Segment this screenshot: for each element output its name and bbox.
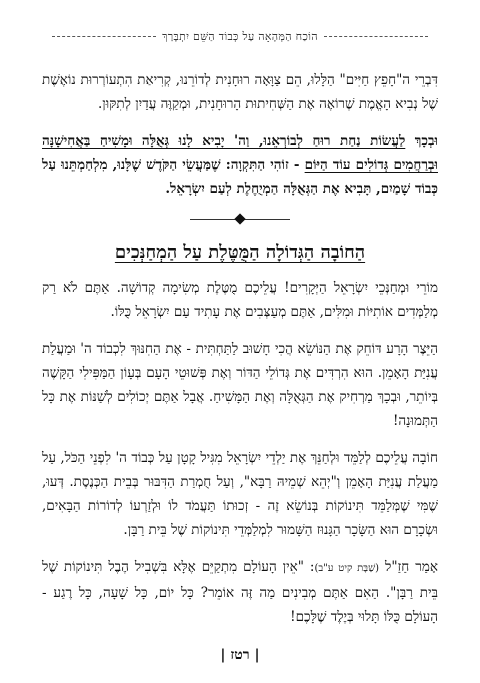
running-title: הוֹכַח הַמְּהָאָה עַל כְּבוֹד הַשֵּׁם יִתְבָּרַךְ <box>162 30 318 43</box>
page-number: | רטז | <box>220 647 260 663</box>
running-header <box>52 30 428 43</box>
quote-lead: אָמַר חַזַ"ל <box>379 559 438 575</box>
page-body <box>42 68 438 642</box>
quote-citation: (שַׁבָּת קיט ע"ב) <box>314 563 380 574</box>
quote-body: : "אֵין הָעוֹלָם מִתְקַיֵּם אֶלָּא בִּשְׁבִיל הֶבֶל תִּינוֹקוֹת שֶׁל בֵּית רַבָּן". הַאִם אַתֶּם מְבִינִים מַה זֶּה אוֹמֵר? כָּל יוֹם, כָּל שָׁעָה, כָּל רֶגַע - הָעוֹלָם כֻּלּוֹ תָּלוּי בְּיֶלֶד שֶׁלָּכֶם! <box>42 559 438 625</box>
diamond-ornament-icon <box>234 213 245 224</box>
paragraph-teachers-address: מוֹרֵי וּמְחַנְּכֵי יִשְׂרָאֵל הַיְּקָרִים! עֲלֵיכֶם מֻטֶּלֶת מְשִׂימָה קְדוֹשָׁה. אַתֶּם לֹא רַק מְלַמְּדִים אוֹתִיּוֹת וּמִלִּים, אַתֶּם מְעַצְּבִים אֶת עָתִיד עַם יִשְׂרָאֵל כֻּלּוֹ. <box>42 280 438 320</box>
paragraph-obligation: חוֹבָה עֲלֵיכֶם לְלַמֵּד וּלְחַנֵּךְ אֶת יַלְדֵי יִשְׂרָאֵל מִגִּיל קָטָן עַל כְּבוֹד ה' לִפְנֵי הַכֹּל, עַל מַעֲלַת עֲנִיַּת הָאָמֵן וְ"יְהֵא שְׁמֵיהּ רַבָּא", וְעַל חֻמְרַת הַדִּבּוּר בְּבֵית הַכְּנֶסֶת. דְּעוּ, שֶׁמִּי שֶׁמְּלַמֵּד תִּינוֹקוֹת בְּנוֹשֵׂא זֶה - זְכוּתוֹ תַּעֲמֹד לוֹ וּלְזַרְעוֹ לְדוֹרוֹת הַבָּאִים, וּשְׂכָרָם הוּא הַשָּׂכָר הַגָּנוּז הַשָּׁמוּר לִמְלַמְּדֵי תִּינוֹקוֹת שֶׁל בֵּית רַבָּן. <box>42 450 438 538</box>
paragraph-redemption-hope <box>42 129 438 201</box>
header-dash-right <box>324 36 428 37</box>
header-dash-left <box>52 36 156 37</box>
section-title: הַחוֹבָה הַגְּדוֹלָה הַמֻּטֶּלֶת עַל הַמְחַנְּכִים <box>114 242 366 263</box>
paragraph-evil-inclination: הַיֵּצֶר הָרָע דּוֹחֵק אֶת הַנּוֹשֵׂא הֲכִי חָשׁוּב לַתַּחְתִּית - אֶת הַחִנּוּךְ לִכְבוֹד ה' וּמַעֲלַת עֲנִיַּת הָאָמֵן. הוּא הִרְדִּים אֶת גְּדוֹלֵי הַדּוֹר וְאֶת פְּשׁוּטֵי הָעָם בְּעָוֹן הַמַּפִּילִי הַקָּשֶׁה בְּיוֹתֵר, וּבְכָךְ מַרְחִיק אֶת הַגְּאֻלָּה וְאֶת הַמָּשִׁיחַ. אֲבָל אַתֶּם יְכוֹלִים לְשַׁנּוֹת אֶת כָּל הַתְּמוּנָה! <box>42 341 438 429</box>
paragraph-talmud-quote <box>42 555 438 629</box>
underlined-phrase: לַעֲשׂוֹת נַחַת רוּחַ לְבוֹרְאֵנוּ, וַה' יָבִיא לָנוּ גְּאֻלָּה וּמָשִׁיחַ בַּאֲחִישָׁנָּה וּבְרַחֲמִים גְּדוֹלִים עוֹד הַיּוֹם <box>42 133 438 173</box>
paragraph-chafetz-chaim: דִּבְרֵי ה"חָפֵץ חַיִּים" הַלָּלוּ, הֵם צַוָּאָה רוּחָנִית לְדוֹרֵנוּ, קְרִיאַת הִתְעוֹרְרוּת נוֹאֶשֶׁת שֶׁל נְבִיא הָאֱמֶת שֶׁרוֹאֶה אֶת הַשְּׁחִיתוּת הָרוּחָנִית, וּמְקַוֶּה עֲדַיִן לְתִקּוּן. <box>42 72 438 112</box>
section-divider <box>42 214 438 226</box>
paragraph-lead: וּבְכָךְ <box>405 133 438 149</box>
paragraph-tail: - זוֹהִי הַתִּקְוָה: שֶׁמַּעֲשֵׂי הַקֹּדֶשׁ שֶׁלָּנוּ, מִלְחַמְתֵּנוּ עַל כְּבוֹד שָׁמַיִם, תָּבִיא אֶת הַגְּאֻלָּה הַמְיֻחֶלֶת לְעַם יִשְׂרָאֵל. <box>42 157 438 197</box>
